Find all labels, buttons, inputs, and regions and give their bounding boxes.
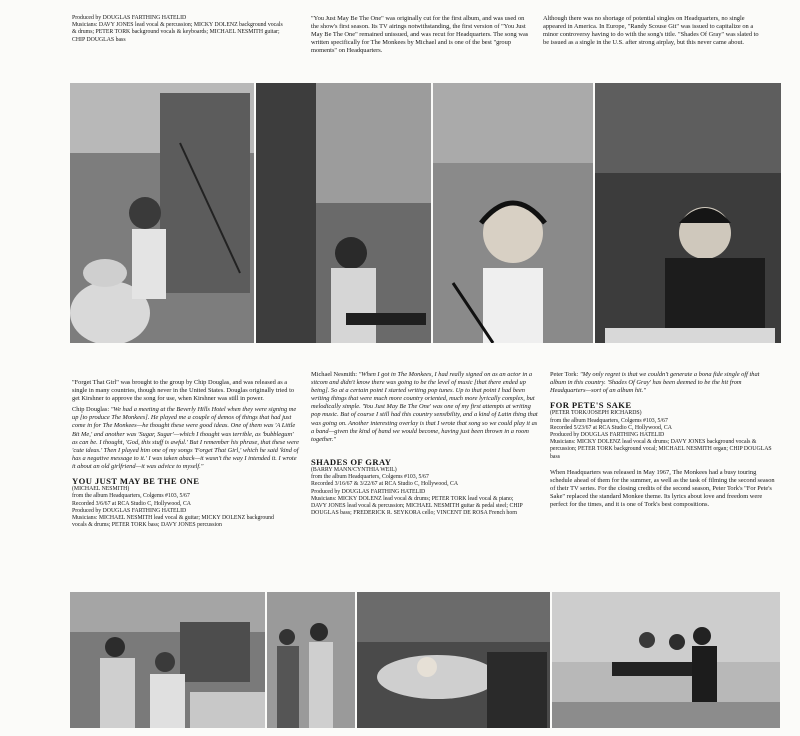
quote-paragraph [550,371,776,395]
photo-keyboard-player [595,83,781,343]
speaker-name: Peter Tork: [550,371,580,378]
song-credits [311,467,539,517]
song-credits [550,410,776,460]
credit-line: (PETER TORK/JOSEPH RICHARDS) [550,410,642,417]
credit-line: Recorded 3/6/67 at RCA Studio C, Hollywood, CA [72,500,191,507]
quote-paragraph [72,406,300,471]
photo-control-room [70,592,265,728]
credit-line: Musicians: MICKY DOLENZ lead vocal & drums; DAVY JONES background vocals & [550,439,757,446]
credit-line: Produced by DOUGLAS FARTHING HATELID [550,431,665,438]
photo-headphones-singer [433,83,593,343]
song-title: SHADES OF GRAY [311,456,392,467]
song-title: YOU JUST MAY BE THE ONE [72,476,200,487]
credit-line: DAVY JONES lead vocal & percussion; MICHAEL NESMITH guitar & pedal steel; CHIP [311,502,523,509]
quote-text: "We had a meeting at the Beverly Hills Hotel when they were signing me up [to produce The Monkees]. He played me a couple of demos of things that had just come in for The Monkees—he thought these were good ideas. One of them was 'A Little Bit Me,' and another was 'Sugar, Sugar'—which I thought was terrible, as 'bubblegum' as can be. I thought, 'God, this stuff is awful.' But I remember his phrase, that these were 'cute ideas.' Then I played him one of my songs 'Forget That Girl,' which he said 'kind of has a negative message to it.' I was taken aback—it wasn't the way I intended it. I wrote it about an old girlfriend—it was advice to myself." [72,406,299,470]
credit-line: Produced by DOUGLAS FARTHING HATELID [311,488,426,495]
credit-line: Produced by DOUGLAS FARTHING HATELID [72,15,187,21]
paragraph: "You Just May Be The One" was originally cut for the first album, and was used on the show's first season. Its TV airings notwithstanding, the first version of "You Just May Be The One" remained unissued, and was recut for Headquarters. The song was written specifically for The Monkees by Michael and is one of the best "group moments" on Headquarters. [311,15,529,55]
credit-line: from the album Headquarters, Colgems #103, 5/67 [72,493,190,500]
credit-line: & drums; PETER TORK background vocals & keyboards; MICHAEL NESMITH guitar; [72,29,280,36]
photo-guitarist-session [256,83,431,343]
credit-line: Musicians: MICKY DOLENZ lead vocal & drums; PETER TORK lead vocal & piano; [311,495,514,502]
top-credits-block [72,15,302,44]
middle-column-right [550,371,776,512]
middle-column-left [72,379,300,529]
credit-line: CHIP DOUGLAS bass [72,36,126,43]
top-paragraph-middle [311,15,531,58]
paragraph: When Headquarters was released in May 1967, The Monkees had a busy touring schedule ahead of them for the summer, as well as the task of filming the second season of their TV series. For the closing credits of the second season, Peter Tork's "For Pete's Sake" replaced the standard Monkee theme. Its lyrics about love and freedom were perfect for the times, and it is one of Tork's best compositions. [550,468,775,509]
credit-line: (MICHAEL NESMITH) [72,486,130,493]
credit-line: DOUGLAS bass; FREDERICK R. SEYKORA cello; VINCENT DE ROSA French horn [311,510,518,517]
credit-line: Musicians: DAVY JONES lead vocal & percussion; MICKY DOLENZ background vocals [72,22,283,29]
quote-text: "My only regret is that we couldn't generate a bona fide single off that album in this country. 'Shades Of Gray' has been deemed to be the hit from Headquarters—sort of an album hit." [550,371,760,395]
song-credits [72,486,300,529]
speaker-name: Michael Nesmith: [311,371,359,378]
paragraph: "Forget That Girl" was brought to the group by Chip Douglas, and was released as a single in many countries, though never in the United States. Douglas originally tried to get Kirshner to approve the song for use, when Kirshner was still in power. [72,379,295,403]
credit-line: Musicians: MICHAEL NESMITH lead vocal & guitar; MICKY DOLENZ background [72,514,274,521]
top-paragraph-right [543,15,761,50]
middle-column-center [311,371,539,517]
song-title: FOR PETE'S SAKE [550,400,632,411]
photo-recording-booth [552,592,780,728]
credit-line: from the album Headquarters, Colgems #103, 5/67 [550,417,668,424]
quote-text: "When I got in The Monkees, I had really signed on as an actor in a sitcom and didn't know there was going to be the level of music [that there ended up being]. So at a certain point I started writing pop tunes. Up to that point I had been writing things that were much more country oriented, much more lyrically complex, but melodically simple. 'You Just May Be The One' was one of my first attempts at writing pop music. But of course I still had this country sensibility, and a kind of Latin thing that was going on. Another interesting overlay is that I wrote that song so we could play it as a band—given the kind of band we would become, having just been thrown in a room together." [311,371,538,443]
credit-line: (BARRY MANN/CYNTHIA WEIL) [311,466,397,473]
speaker-name: Chip Douglas: [72,406,111,414]
paragraph: Although there was no shortage of potential singles on Headquarters, no single appeared in America. In Europe, "Randy Scouse Git" was issued to capitalize on a minor controversy having to do with the song's title. "Shades Of Gray" was slated to be issued as a single in the U.S. after strong airplay, but this never came about. [543,15,759,47]
credit-line: Produced by DOUGLAS FARTHING HATELID [72,507,187,514]
quote-paragraph [311,371,539,444]
credit-line: percussion; PETER TORK background vocal; MICHAEL NESMITH organ; CHIP DOUGLAS bass [550,446,772,460]
photo-group-studio [267,592,355,728]
photo-lying-on-floor [357,592,550,728]
credit-line: Recorded 3/16/67 & 3/22/67 at RCA Studio C, Hollywood, CA [311,481,459,488]
photo-drummer-session [70,83,254,343]
credit-line: vocals & drums; PETER TORK bass; DAVY JONES percussion [72,522,222,529]
credit-line: from the album Headquarters, Colgems #103, 5/67 [311,474,429,481]
credit-line: Recorded 5/23/67 at RCA Studio C, Hollywood, CA [550,424,672,431]
